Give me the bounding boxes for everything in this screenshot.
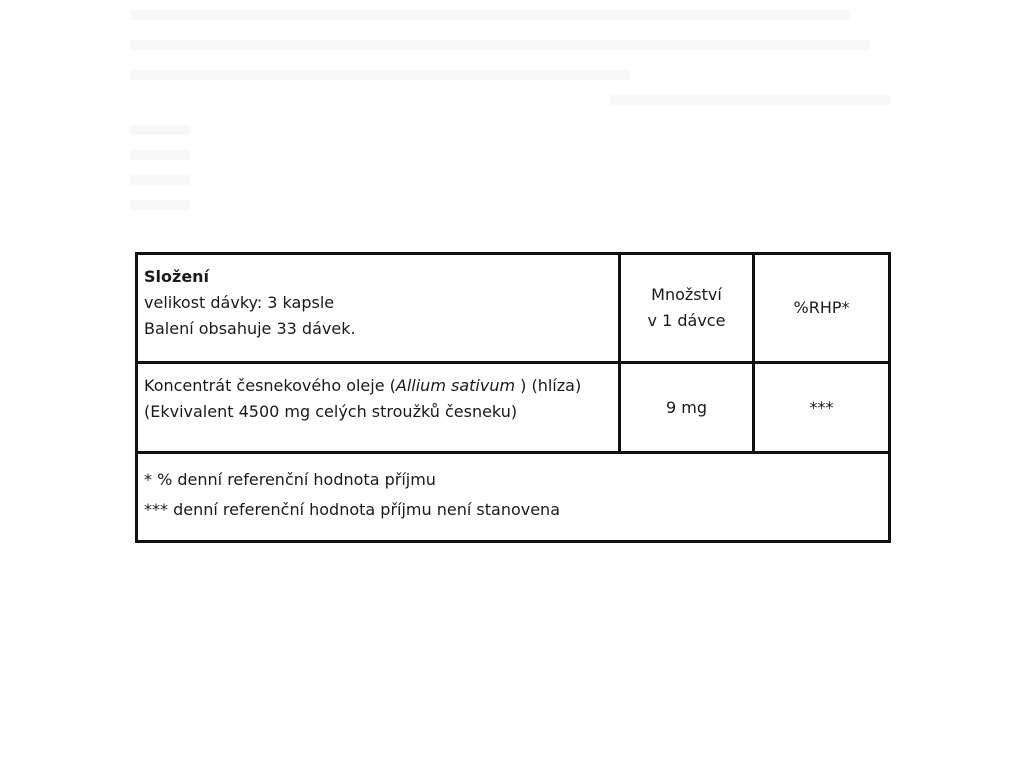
ingredient-cell (137, 363, 620, 453)
footnotes-row (137, 453, 890, 542)
ingredient-name-suffix: ) (hlíza) (515, 376, 582, 395)
ingredient-amount-cell (620, 363, 754, 453)
ingredient-amount: 9 mg (665, 397, 707, 417)
composition-heading: Složení (144, 267, 210, 286)
ingredient-name-prefix: Koncentrát česnekového oleje ( (144, 376, 396, 395)
table-header-row (137, 254, 890, 363)
table-row (137, 363, 890, 453)
footnotes-cell (137, 453, 890, 542)
rdi-header-cell (754, 254, 890, 363)
ingredient-rdi-cell (754, 363, 890, 453)
footnote-rdi: * % denní referenční hodnota příjmu (144, 470, 436, 489)
ingredient-name (144, 373, 612, 399)
serving-size: velikost dávky: 3 kapsle (144, 293, 335, 312)
rdi-header: %RHP* (793, 298, 850, 317)
amount-header-line1: Množství (651, 285, 722, 304)
amount-header-cell (620, 254, 754, 363)
composition-header-cell (137, 254, 620, 363)
composition-table (135, 252, 891, 543)
footnote-not-established: *** denní referenční hodnota příjmu není stanovena (144, 500, 560, 519)
servings-per-package: Balení obsahuje 33 dávek. (144, 319, 356, 338)
ingredient-latin-name: Allium sativum (395, 376, 516, 395)
ingredient-equivalent: (Ekvivalent 4500 mg celých stroužků česneku) (144, 402, 518, 421)
amount-header-line2: v 1 dávce (647, 311, 726, 330)
ingredient-rdi: *** (809, 397, 834, 417)
faded-background-text (130, 0, 890, 250)
